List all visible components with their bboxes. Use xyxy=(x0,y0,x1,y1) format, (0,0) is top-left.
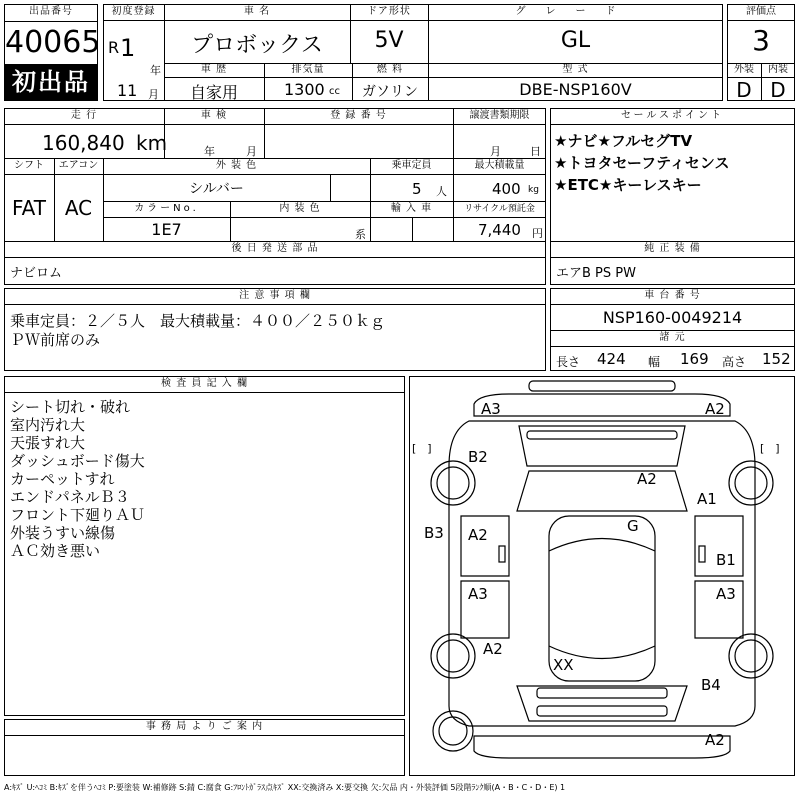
color: シルバー xyxy=(189,181,244,197)
inspector-line: フロント下廻りＡＵ xyxy=(10,506,146,524)
score-label: 評価点 xyxy=(746,6,776,17)
mileage-unit: km xyxy=(136,131,168,155)
shift: FAT xyxy=(11,196,46,220)
load-unit: kg xyxy=(528,185,539,195)
history-label: 車 歴 xyxy=(200,64,228,75)
damage-mark-right-rear-door: A3 xyxy=(716,585,736,603)
height-label: 高さ xyxy=(722,355,747,369)
fuel-label: 燃 料 xyxy=(376,64,404,75)
door-type: 5V xyxy=(374,28,404,53)
inspector-line: シート切れ・破れ xyxy=(10,398,131,416)
inspector-line: 外装うすい線傷 xyxy=(10,524,116,542)
damage-mark-right-rear-quarter: B4 xyxy=(701,676,721,694)
exterior-grade: D xyxy=(736,78,752,102)
later-parts-label: 後 日 発 送 部 品 xyxy=(231,243,319,254)
recycle-label: リサイクル預託金 xyxy=(464,204,535,214)
right-bracket: [ ] xyxy=(760,442,780,455)
recycle: 7,440 xyxy=(478,221,521,239)
interior-grade: D xyxy=(770,78,786,102)
mileage-label: 走 行 xyxy=(70,110,98,121)
model-code: DBE-NSP160V xyxy=(519,80,632,99)
damage-mark-left-rocker: B3 xyxy=(424,524,444,542)
color-no-label: カラーNo. xyxy=(134,203,199,214)
later-parts: ナビロム xyxy=(10,266,63,281)
transfer-month-unit: 月 xyxy=(490,145,501,158)
transfer-label: 譲渡書類期限 xyxy=(469,110,530,121)
damage-mark-windshield: G xyxy=(627,517,639,535)
first-reg-label: 初度登録 xyxy=(111,6,156,17)
notes-line: 乗車定員：２／５人 最大積載量：４００／２５０ｋｇ xyxy=(10,312,386,330)
length-label: 長さ xyxy=(556,355,581,369)
notes-line: ＰＷ前席のみ xyxy=(10,331,101,349)
inspector-line: 天張すれ大 xyxy=(10,434,86,452)
damage-mark-left-rear-quarter: A2 xyxy=(483,640,503,658)
inspection-year-unit: 年 xyxy=(204,145,215,158)
sales-point-line: ★ナビ★フルセグTV xyxy=(554,132,693,150)
month-unit: 月 xyxy=(148,88,159,101)
recycle-unit: 円 xyxy=(532,227,543,240)
first-listing-badge: 初出品 xyxy=(4,64,98,101)
width-label: 幅 xyxy=(648,355,661,369)
reg-month: 11 xyxy=(117,81,138,100)
damage-mark-right-front-door: B1 xyxy=(716,551,736,569)
era: R xyxy=(108,38,120,57)
sales-points-label: セールスポイント xyxy=(620,110,725,121)
damage-mark-front-right-bumper: A2 xyxy=(705,400,725,418)
year-unit: 年 xyxy=(150,64,161,77)
damage-mark-rear-bumper: A2 xyxy=(705,731,725,749)
shift-label: シフト xyxy=(14,160,44,171)
chassis-label: 車 台 番 号 xyxy=(644,290,701,301)
damage-mark-front-left-bumper: A3 xyxy=(481,400,501,418)
car-diagram xyxy=(409,376,795,776)
office-label: 事 務 局 よ り ご 案 内 xyxy=(145,721,264,732)
history: 自家用 xyxy=(189,83,238,102)
damage-mark-roof-rear: XX xyxy=(553,656,574,674)
displacement-label: 排気量 xyxy=(291,64,325,75)
load: 400 xyxy=(492,180,521,198)
chassis-number: NSP160-0049214 xyxy=(602,308,743,327)
plate-label: 登 録 番 号 xyxy=(330,110,387,121)
height: 152 xyxy=(762,350,791,368)
transfer-day-unit: 日 xyxy=(530,145,541,158)
capacity-label: 乗車定員 xyxy=(391,160,432,171)
model-name: プロボックス xyxy=(191,33,323,58)
equipment: エアB PS PW xyxy=(556,266,636,281)
sales-point-line: ★トヨタセーフティセンス xyxy=(554,154,730,172)
damage-mark-left-front-fender: B2 xyxy=(468,448,488,466)
grade-label: グレード xyxy=(515,6,636,17)
import-label: 輸 入 車 xyxy=(390,203,433,214)
lot-number: 40065 xyxy=(5,25,101,60)
inspector-label: 検 査 員 記 入 欄 xyxy=(161,378,248,389)
equipment-label: 純 正 装 備 xyxy=(644,243,701,254)
fuel: ガソリン xyxy=(362,84,418,100)
mileage: 160,840 xyxy=(42,131,125,155)
door-label: ドア形状 xyxy=(367,6,411,17)
inspector-line: エンドパネルＢ３ xyxy=(10,488,130,506)
lot-number-label: 出品番号 xyxy=(29,6,73,17)
capacity-unit: 人 xyxy=(436,185,447,198)
score: 3 xyxy=(752,24,770,57)
color-label: 外 装 色 xyxy=(215,160,258,171)
load-label: 最大積載量 xyxy=(474,160,525,171)
ac: AC xyxy=(64,196,93,220)
inspector-line: ダッシュボード傷大 xyxy=(10,452,145,470)
color-no: 1E7 xyxy=(151,220,182,239)
capacity: 5 xyxy=(412,180,422,198)
inspector-line: 室内汚れ大 xyxy=(10,416,86,434)
dims-label: 諸 元 xyxy=(659,332,686,343)
reg-year: 1 xyxy=(120,34,136,62)
model-name-label: 車 名 xyxy=(243,6,271,17)
displacement: 1300 xyxy=(284,80,325,99)
model-code-label: 型 式 xyxy=(562,64,589,75)
damage-mark-left-rear-door: A3 xyxy=(468,585,488,603)
damage-mark-right-front-fender: A1 xyxy=(697,490,717,508)
left-bracket: [ ] xyxy=(412,442,432,455)
interior-color-unit: 系 xyxy=(355,228,366,241)
grade: GL xyxy=(560,28,591,53)
inspection-label: 車 検 xyxy=(200,110,228,121)
damage-mark-left-front-door: A2 xyxy=(468,526,488,544)
exterior-label: 外装 xyxy=(734,64,754,75)
legend: A:ｷｽﾞ U:ﾍｺﾐ B:ｷｽﾞを伴うﾍｺﾐ P:要塗装 W:補修跡 S:錆 C:腐食 G:ﾌﾛﾝﾄｶﾞﾗｽ点ｷｽﾞ XX:交換済み X:要交換 欠:欠品 内・外装評価 5段階ﾗﾝｸ順(A・B・C・D・E) 1 xyxy=(4,783,566,792)
damage-mark-hood: A2 xyxy=(637,470,657,488)
interior-label: 内装 xyxy=(768,64,788,75)
displacement-unit: cc xyxy=(329,86,340,97)
inspector-line: ＡＣ効き悪い xyxy=(10,542,101,560)
inspector-line: カーペットすれ xyxy=(10,470,115,488)
notes-label: 注 意 事 項 欄 xyxy=(239,290,311,301)
width: 169 xyxy=(680,350,709,368)
ac-label: エアコン xyxy=(58,160,99,171)
length: 424 xyxy=(597,350,626,368)
interior-color-label: 内 装 色 xyxy=(279,203,321,214)
sales-point-line: ★ETC★キーレスキー xyxy=(554,176,702,194)
inspection-month-unit: 月 xyxy=(246,145,257,158)
